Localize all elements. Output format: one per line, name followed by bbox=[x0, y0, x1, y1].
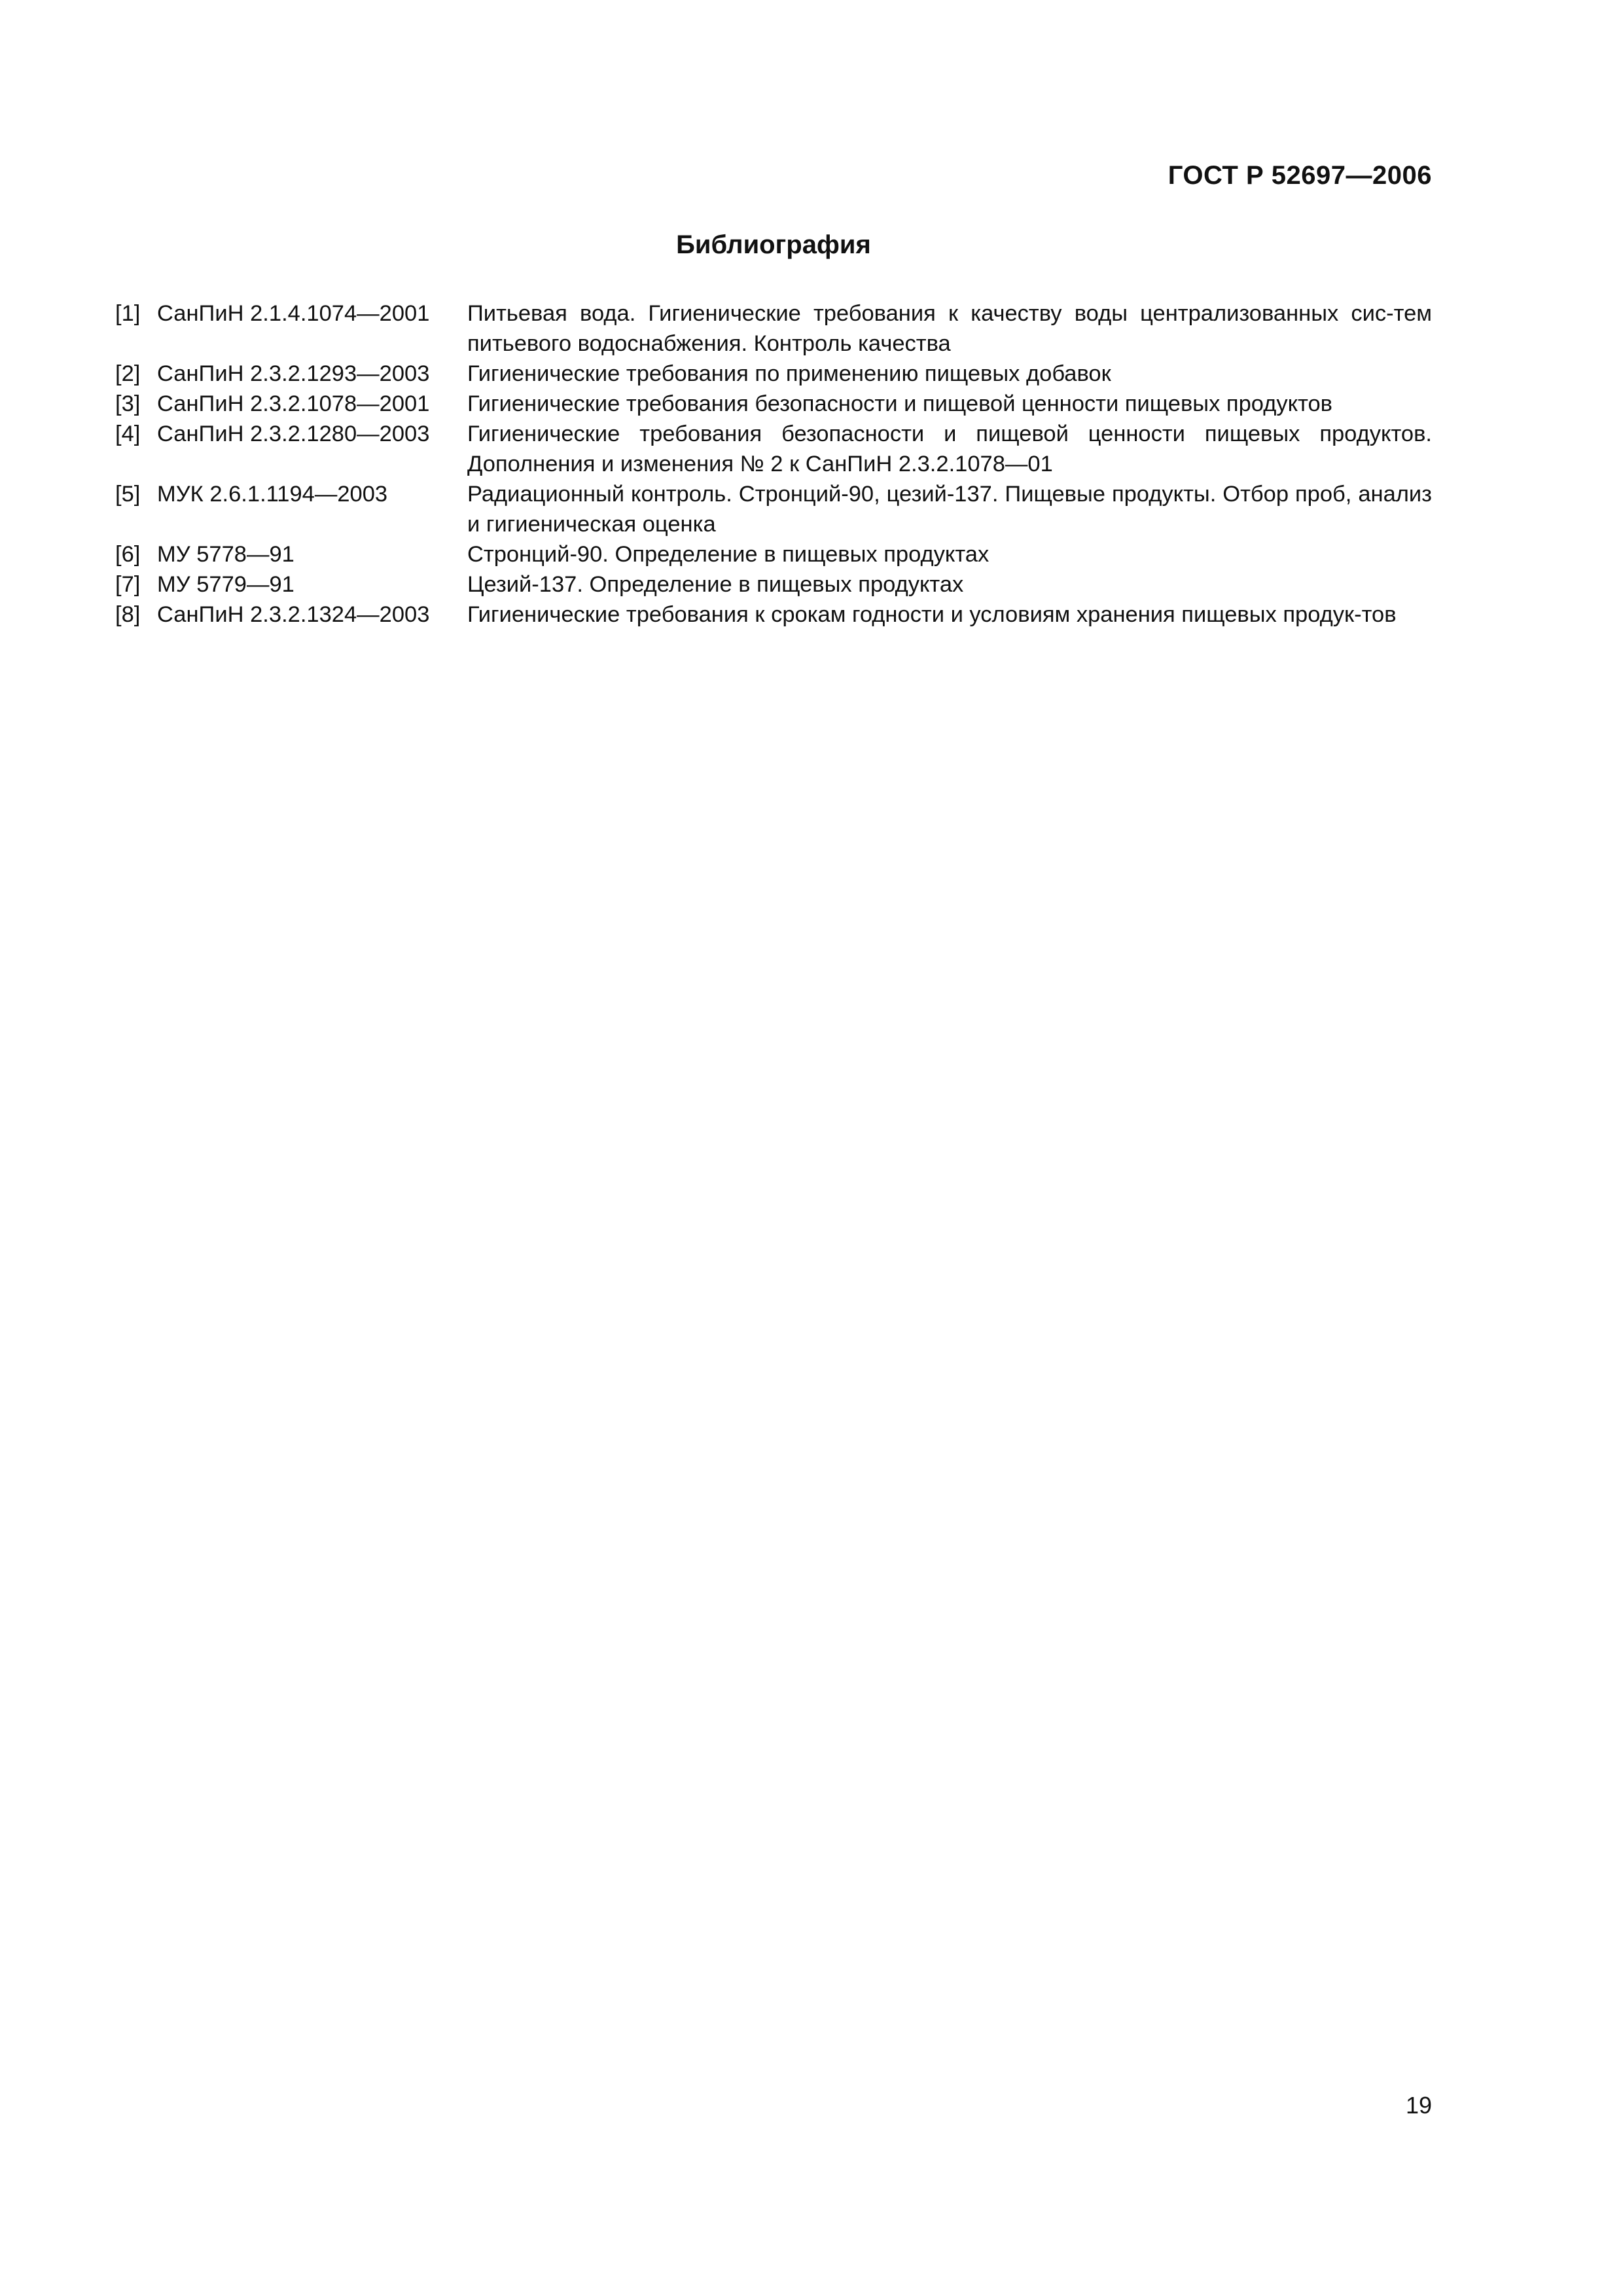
bibliography-code: СанПиН 2.3.2.1078—2001 bbox=[157, 391, 430, 416]
bibliography-code: СанПиН 2.1.4.1074—2001 bbox=[157, 301, 430, 326]
bibliography-number: [5] bbox=[115, 482, 141, 507]
bibliography-title: Гигиенические требования безопасности и пищевой ценности пищевых продуктов. Дополнения и изменения № 2 к СанПиН 2.3.2.1078—01 bbox=[467, 422, 1432, 476]
bibliography-item bbox=[115, 298, 1432, 359]
bibliography-number: [8] bbox=[115, 602, 141, 627]
bibliography-item bbox=[115, 569, 1432, 600]
page-number: 19 bbox=[1405, 2092, 1432, 2119]
bibliography-item bbox=[115, 539, 1432, 569]
bibliography-item bbox=[115, 419, 1432, 479]
bibliography-number: [2] bbox=[115, 361, 141, 386]
section-title: Библиография bbox=[676, 230, 871, 259]
bibliography-code: СанПиН 2.3.2.1324—2003 bbox=[157, 602, 430, 627]
document-code: ГОСТ Р 52697—2006 bbox=[1168, 161, 1432, 190]
bibliography-title: Стронций-90. Определение в пищевых продуктах bbox=[467, 542, 990, 567]
bibliography-number: [1] bbox=[115, 301, 141, 326]
bibliography-code: СанПиН 2.3.2.1280—2003 bbox=[157, 422, 430, 446]
bibliography-code: СанПиН 2.3.2.1293—2003 bbox=[157, 361, 430, 386]
bibliography-item bbox=[115, 600, 1432, 630]
bibliography-title: Гигиенические требования по применению пищевых добавок bbox=[467, 361, 1111, 386]
bibliography-code: МУ 5778—91 bbox=[157, 542, 294, 567]
bibliography-item bbox=[115, 359, 1432, 389]
bibliography-title: Гигиенические требования к срокам годности и условиям хранения пищевых продук-тов bbox=[467, 602, 1397, 627]
bibliography-title: Гигиенические требования безопасности и пищевой ценности пищевых продуктов bbox=[467, 391, 1333, 416]
bibliography-code: МУ 5779—91 bbox=[157, 572, 294, 597]
bibliography-number: [6] bbox=[115, 542, 141, 567]
bibliography-number: [7] bbox=[115, 572, 141, 597]
bibliography-item bbox=[115, 479, 1432, 539]
bibliography-number: [4] bbox=[115, 422, 141, 446]
bibliography-title: Радиационный контроль. Стронций-90, цезий-137. Пищевые продукты. Отбор проб, анализ и гигиеническая оценка bbox=[467, 482, 1432, 537]
bibliography-item bbox=[115, 389, 1432, 419]
bibliography-list bbox=[115, 298, 1432, 630]
bibliography-title: Питьевая вода. Гигиенические требования к качеству воды централизованных сис-тем питьевого водоснабжения. Контроль качества bbox=[467, 301, 1432, 356]
bibliography-number: [3] bbox=[115, 391, 141, 416]
bibliography-title: Цезий-137. Определение в пищевых продуктах bbox=[467, 572, 964, 597]
bibliography-code: МУК 2.6.1.1194—2003 bbox=[157, 482, 388, 507]
